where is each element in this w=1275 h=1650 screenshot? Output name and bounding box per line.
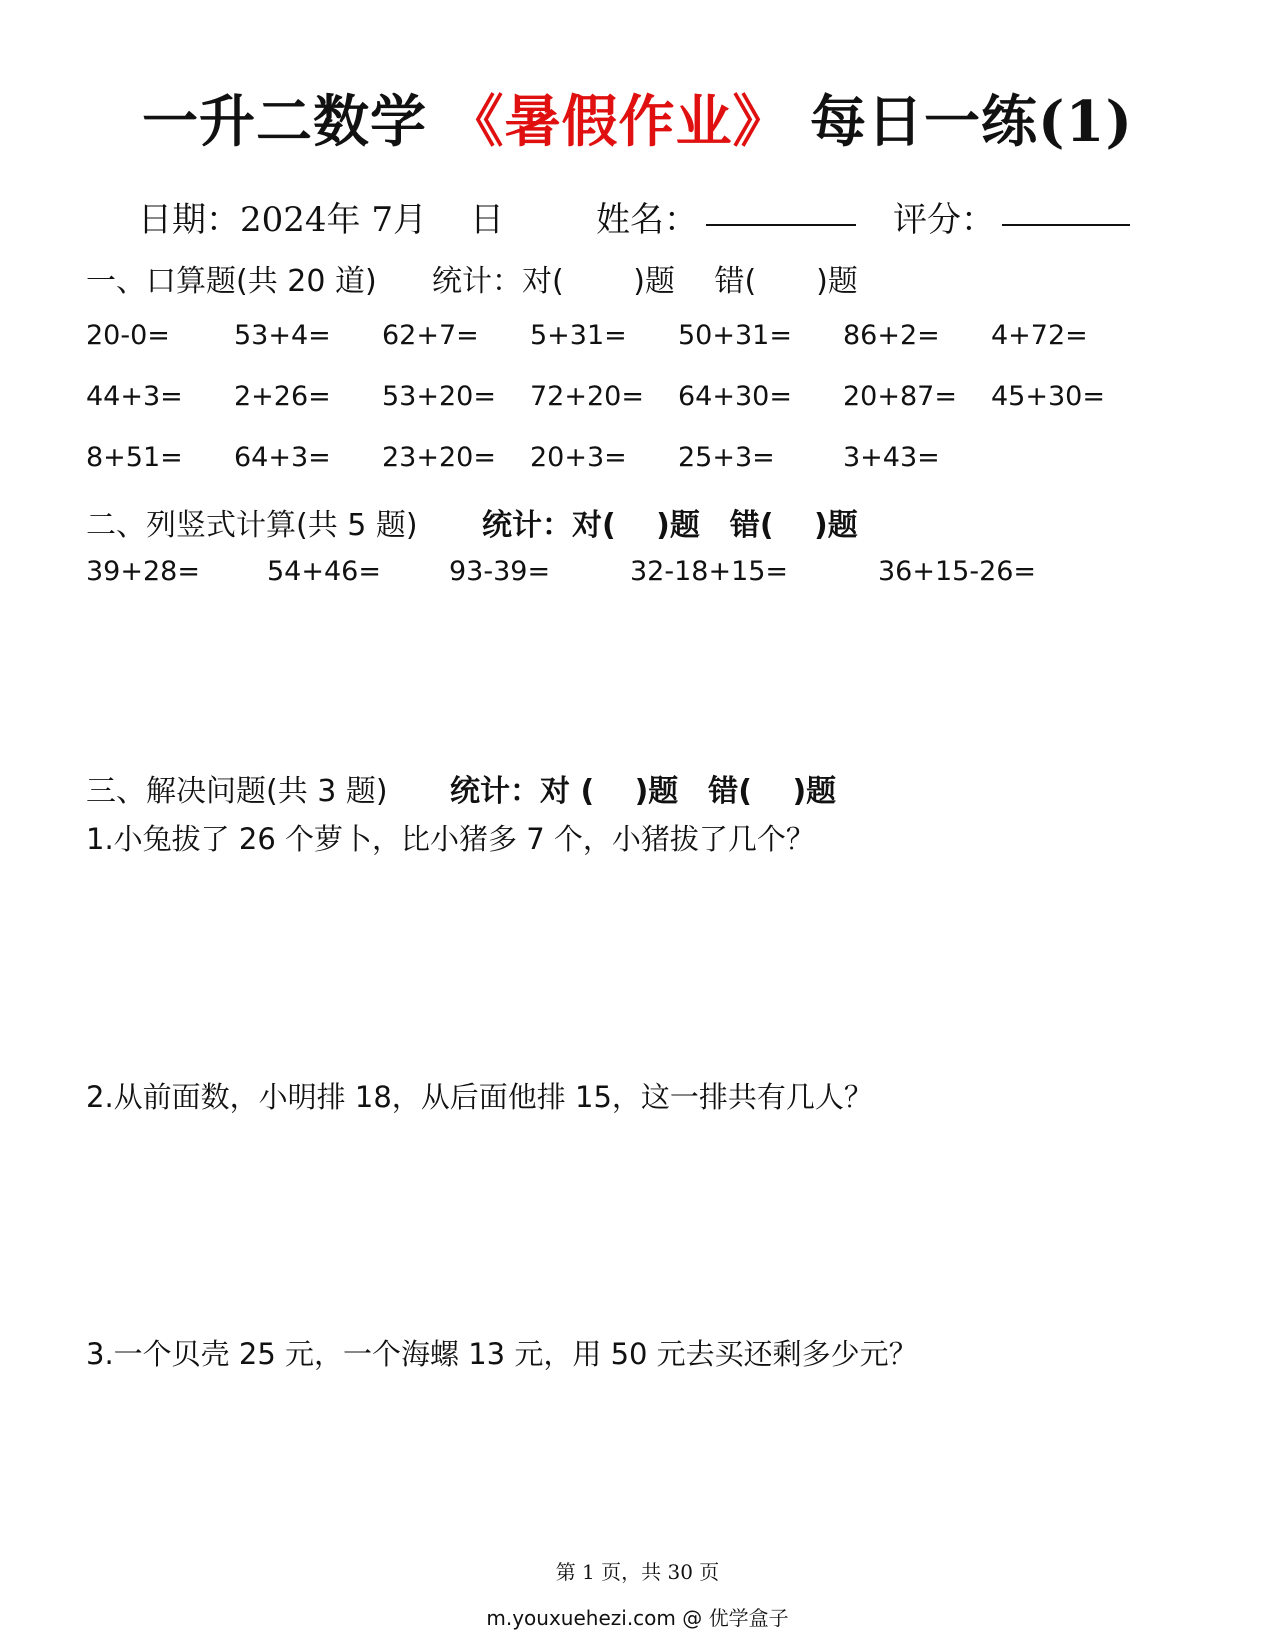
oral-calc-item: 8+51= (86, 442, 183, 473)
oral-calc-item: 20+3= (530, 442, 627, 473)
vertical-calc-item: 54+46= (267, 556, 381, 587)
page-number: 第 1 页，共 30 页 (555, 1560, 720, 1584)
oral-calc-item: 20-0= (86, 320, 170, 351)
section-2-stats: 统计：对( )题 错( )题 (482, 508, 858, 543)
vertical-calc-item: 36+15-26= (878, 556, 1037, 587)
title-part-2: 《暑假作业》 (447, 89, 790, 155)
oral-calc-item: 53+4= (234, 320, 331, 351)
oral-calc-item: 20+87= (843, 381, 957, 412)
day-label: 日 (470, 200, 504, 240)
name-label: 姓名： (596, 200, 698, 240)
oral-calc-item: 45+30= (991, 381, 1105, 412)
title-part-1: 一升二数学 (142, 89, 428, 155)
score-label: 评分： (893, 200, 995, 240)
oral-calc-item: 64+30= (678, 381, 792, 412)
vertical-calc-item: 93-39= (449, 556, 551, 587)
oral-calc-item: 5+31= (530, 320, 627, 351)
page-title (0, 78, 1275, 158)
oral-calc-item: 50+31= (678, 320, 792, 351)
title-part-3: 每日一练(1) (810, 89, 1133, 155)
oral-calc-item: 86+2= (843, 320, 940, 351)
oral-calc-item: 64+3= (234, 442, 331, 473)
oral-calc-item: 3+43= (843, 442, 940, 473)
word-problem-1: 1.小兔拔了 26 个萝卜，比小猪多 7 个，小猪拔了几个？ (86, 822, 815, 856)
oral-calc-item: 2+26= (234, 381, 331, 412)
oral-calc-item: 44+3= (86, 381, 183, 412)
word-problem-2: 2.从前面数，小明排 18，从后面他排 15，这一排共有几人？ (86, 1080, 873, 1114)
section-3-stats: 统计：对 ( )题 错( )题 (450, 774, 837, 809)
section-1-heading: 一、口算题(共 20 道) (86, 264, 377, 299)
section-1-stats: 统计：对( )题 错( )题 (432, 264, 858, 299)
score-blank[interactable] (1002, 194, 1130, 231)
oral-calc-item: 25+3= (678, 442, 775, 473)
word-problem-3: 3.一个贝壳 25 元，一个海螺 13 元，用 50 元去买还剩多少元？ (86, 1337, 918, 1371)
watermark: m.youxuehezi.com @ 优学盒子 (486, 1606, 789, 1630)
vertical-calc-item: 39+28= (86, 556, 200, 587)
date-label: 日期：2024年 7月 (138, 200, 427, 240)
oral-calc-item: 4+72= (991, 320, 1088, 351)
name-blank[interactable] (706, 194, 856, 231)
oral-calc-item: 62+7= (382, 320, 479, 351)
section-3-heading: 三、解决问题(共 3 题) (86, 774, 388, 809)
vertical-calc-item: 32-18+15= (630, 556, 789, 587)
oral-calc-item: 23+20= (382, 442, 496, 473)
section-2-heading: 二、列竖式计算(共 5 题) (86, 508, 418, 543)
oral-calc-item: 72+20= (530, 381, 644, 412)
oral-calc-item: 53+20= (382, 381, 496, 412)
